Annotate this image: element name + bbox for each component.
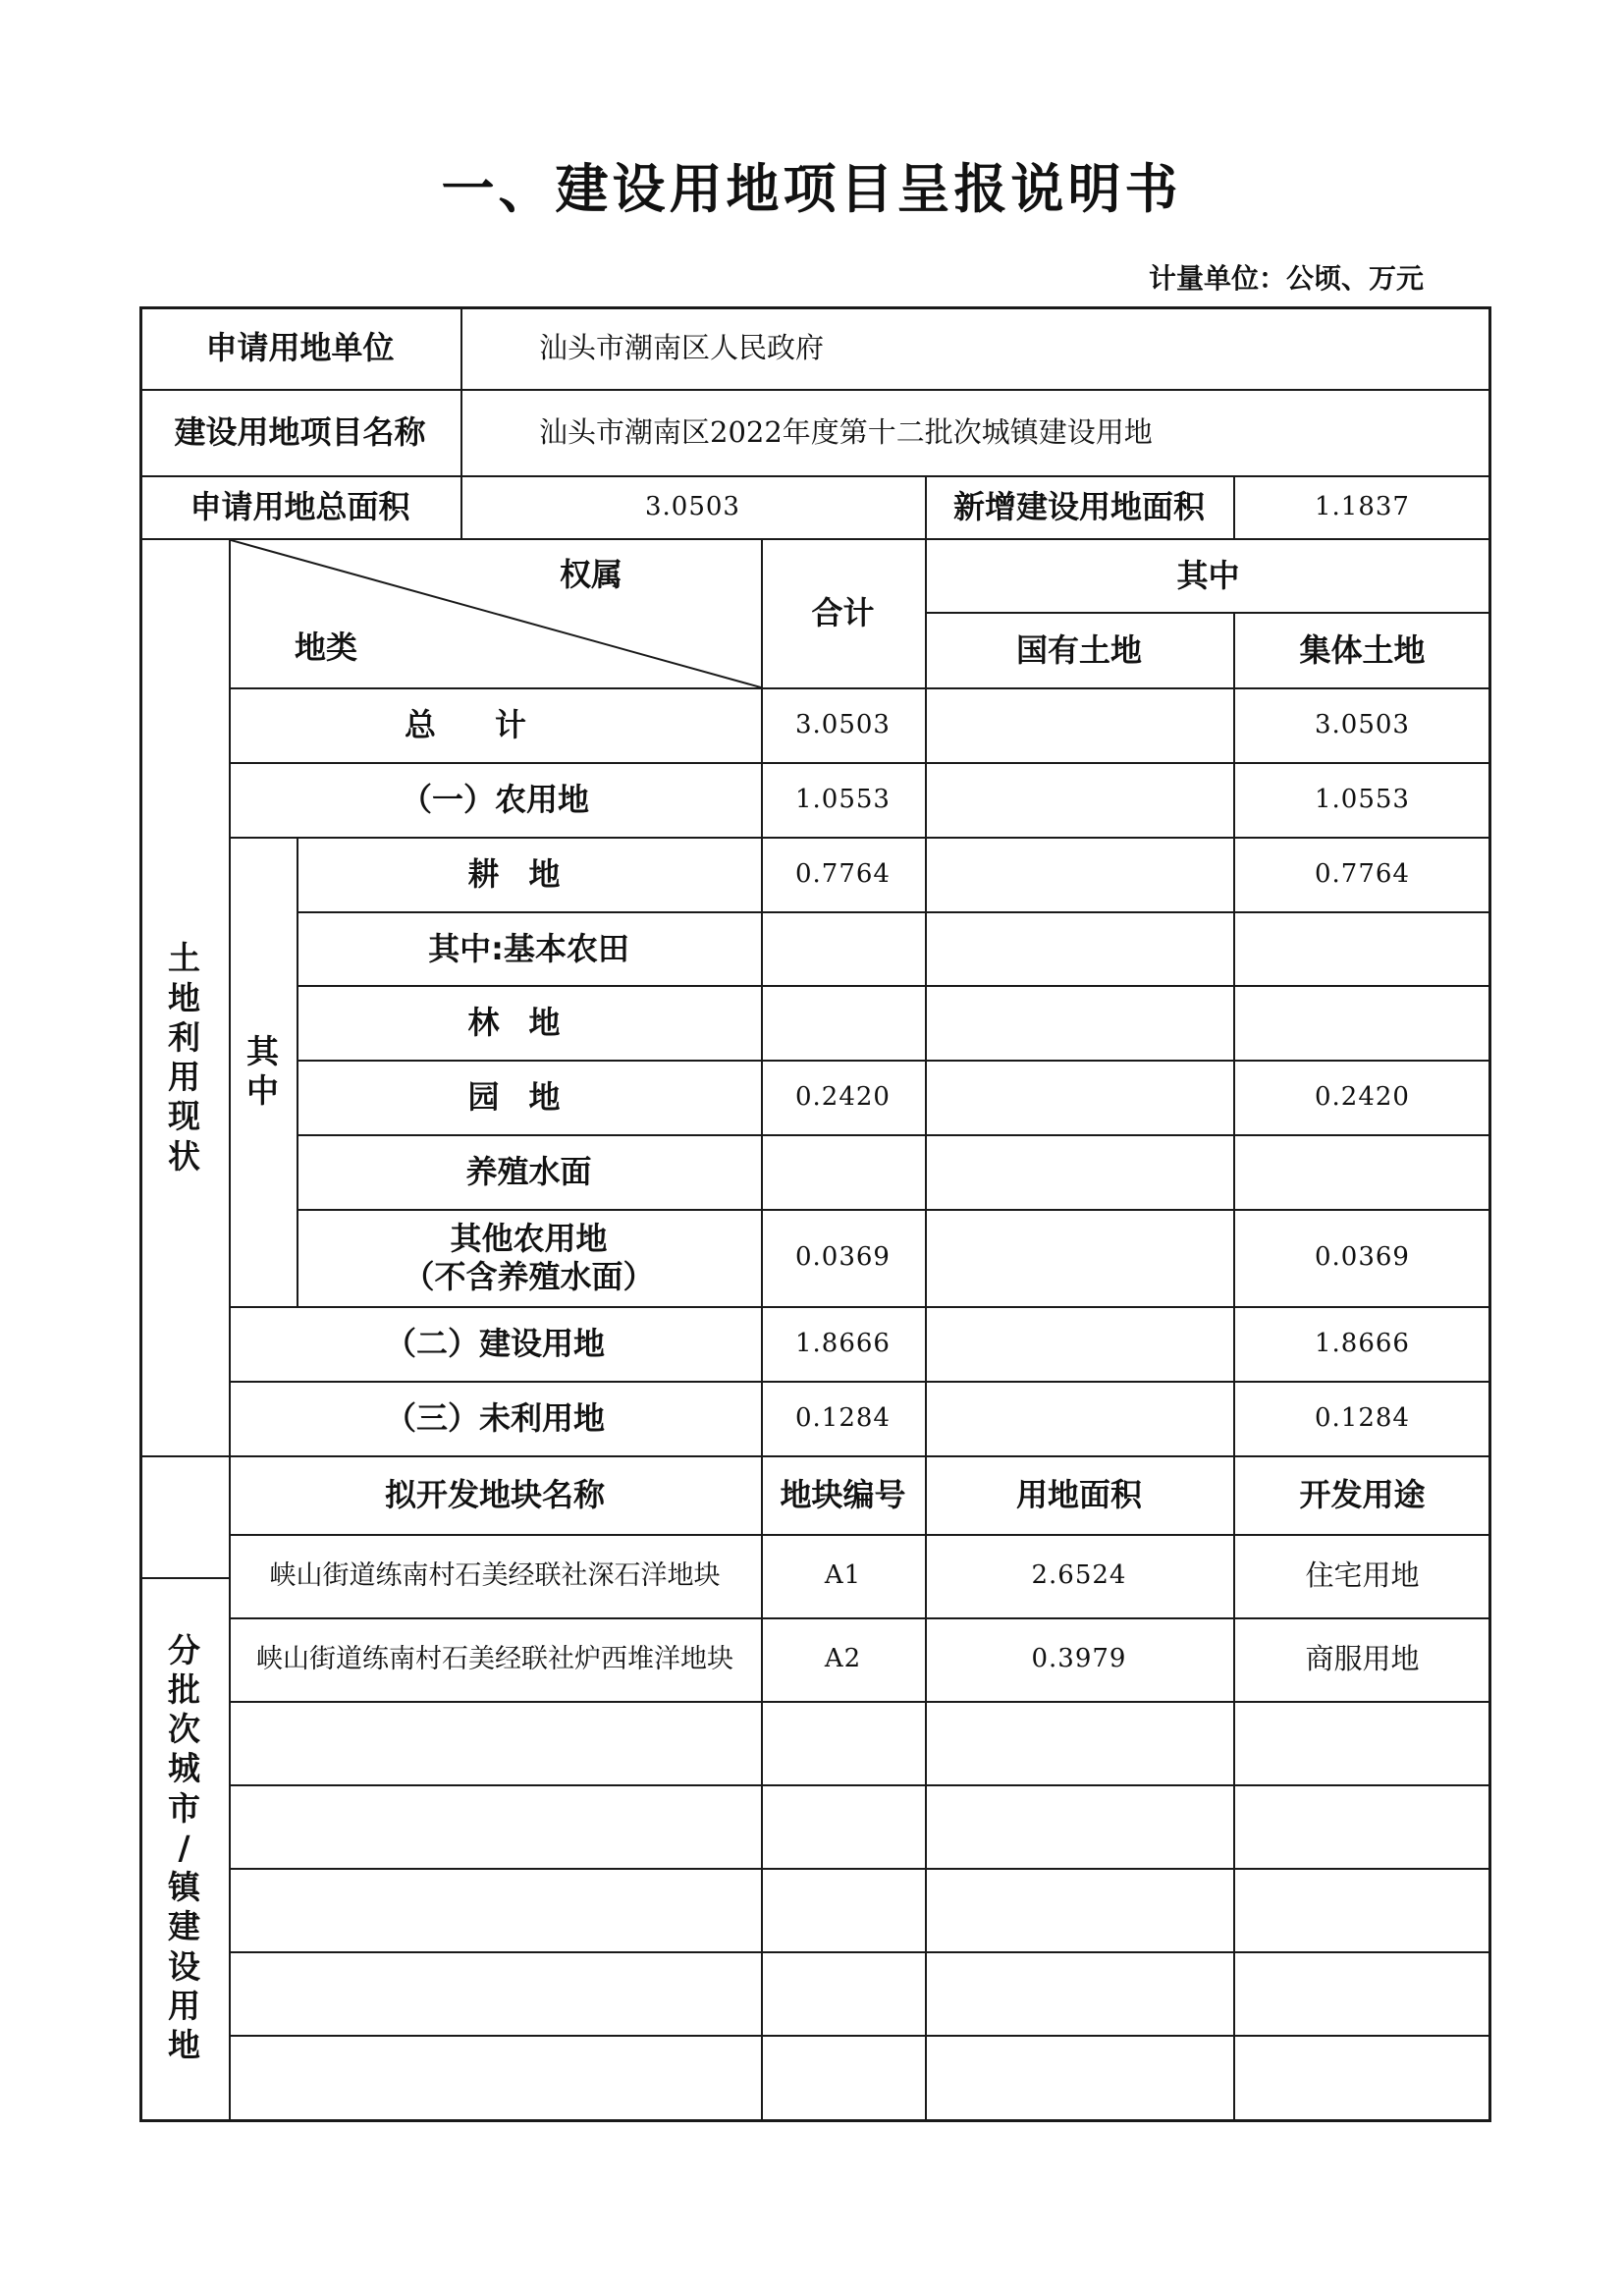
row-state — [925, 1209, 1233, 1306]
row-state — [925, 762, 1233, 837]
plot-code — [761, 2035, 925, 2119]
row-label: （三）未利用地 — [384, 1399, 605, 1437]
plot-name — [229, 1951, 761, 2035]
plot-code — [761, 1701, 925, 1784]
row-total — [761, 911, 925, 985]
plot-use — [1233, 1784, 1491, 1868]
row-label: 总计 — [404, 706, 585, 743]
project-name-label: 建设用地项目名称 — [174, 413, 426, 451]
row-total: 1.0553 — [795, 784, 891, 814]
row-state — [925, 1134, 1233, 1209]
row-state — [925, 1060, 1233, 1134]
row-label: 园地 — [467, 1078, 590, 1116]
row-total: 1.8666 — [795, 1328, 891, 1358]
row-state — [925, 837, 1233, 911]
plot-code — [761, 1784, 925, 1868]
plot-code: A1 — [824, 1560, 862, 1591]
col-plot-use-header: 开发用途 — [1299, 1476, 1426, 1513]
row-state — [925, 1306, 1233, 1381]
row-total: 0.2420 — [795, 1081, 891, 1112]
row-label: 耕地 — [467, 855, 590, 893]
plot-use — [1233, 2035, 1491, 2119]
col-plot-area-header: 用地面积 — [1015, 1476, 1142, 1513]
row-label: 林地 — [467, 1004, 590, 1041]
col-collective-land-header: 集体土地 — [1299, 630, 1426, 669]
applicant-value: 汕头市潮南区人民政府 — [539, 330, 825, 364]
row-state — [925, 1381, 1233, 1455]
plot-use: 商服用地 — [1305, 1642, 1420, 1676]
plot-area: 0.3979 — [1031, 1644, 1127, 1674]
row-collective: 0.1284 — [1315, 1402, 1410, 1433]
applicant-label: 申请用地单位 — [205, 329, 395, 366]
row-total: 0.1284 — [795, 1402, 891, 1433]
plot-area — [925, 1868, 1233, 1951]
row-state — [925, 911, 1233, 985]
plot-use — [1233, 1951, 1491, 2035]
row-total — [761, 985, 925, 1060]
page-title: 一、建设用地项目呈报说明书 — [441, 158, 1182, 220]
row-label: （一）农用地 — [400, 781, 589, 818]
of-which-sub-label: 其 中 — [246, 1031, 279, 1110]
col-of-which-header: 其中 — [1176, 556, 1240, 594]
plot-area — [925, 2035, 1233, 2119]
row-total — [761, 1134, 925, 1209]
new-area-label: 新增建设用地面积 — [952, 488, 1205, 525]
plot-area — [925, 1951, 1233, 2035]
row-collective: 0.7764 — [1315, 858, 1410, 889]
plot-use: 住宅用地 — [1305, 1558, 1420, 1593]
row-collective: 3.0503 — [1315, 709, 1410, 739]
measurement-unit: 计量单位：公顷、万元 — [1148, 262, 1424, 295]
plot-name — [229, 1701, 761, 1784]
plot-code: A2 — [824, 1644, 862, 1674]
plot-code — [761, 1868, 925, 1951]
row-total: 0.0369 — [795, 1242, 891, 1273]
row-collective — [1233, 911, 1491, 985]
row-collective: 1.8666 — [1315, 1328, 1410, 1358]
diag-land-type-label: 地类 — [294, 629, 357, 666]
total-area-label: 申请用地总面积 — [189, 488, 410, 525]
plot-name — [229, 1868, 761, 1951]
row-label: 其他农用地 （不含养殖水面） — [403, 1220, 655, 1295]
plot-code — [761, 1951, 925, 2035]
row-collective: 0.0369 — [1315, 1242, 1410, 1273]
plot-name: 峡山街道练南村石美经联社炉西堆洋地块 — [256, 1643, 733, 1674]
new-area-value: 1.1837 — [1315, 491, 1410, 521]
row-total: 3.0503 — [795, 709, 891, 739]
project-name-value: 汕头市潮南区2022年度第十二批次城镇建设用地 — [539, 414, 1153, 449]
col-total-header: 合计 — [811, 594, 875, 631]
row-total: 0.7764 — [795, 858, 891, 889]
plot-name — [229, 1784, 761, 1868]
batch-section-label: 分 批 次 城 市 / 镇 建 设 用 地 — [168, 1630, 200, 2065]
row-collective — [1233, 1134, 1491, 1209]
plot-area — [925, 1784, 1233, 1868]
plot-use — [1233, 1868, 1491, 1951]
col-plot-code-header: 地块编号 — [780, 1476, 906, 1513]
row-collective: 1.0553 — [1315, 784, 1410, 814]
row-state — [925, 985, 1233, 1060]
plot-name: 峡山街道练南村石美经联社深石洋地块 — [269, 1559, 721, 1591]
row-collective: 0.2420 — [1315, 1081, 1410, 1112]
land-use-section-label: 土 地 利 用 现 状 — [168, 939, 200, 1175]
diag-ownership-label: 权属 — [559, 556, 622, 593]
row-collective — [1233, 985, 1491, 1060]
plot-area: 2.6524 — [1031, 1560, 1127, 1591]
row-label: 其中:基本农田 — [428, 929, 629, 967]
row-state — [925, 687, 1233, 762]
report-table — [139, 306, 1491, 2121]
plot-area — [925, 1701, 1233, 1784]
row-label: 养殖水面 — [465, 1153, 592, 1190]
total-area-value: 3.0503 — [645, 491, 740, 521]
plot-use — [1233, 1701, 1491, 1784]
col-plot-name-header: 拟开发地块名称 — [384, 1476, 605, 1513]
plot-name — [229, 2035, 761, 2119]
col-state-land-header: 国有土地 — [1015, 630, 1142, 669]
row-label: （二）建设用地 — [384, 1325, 605, 1362]
